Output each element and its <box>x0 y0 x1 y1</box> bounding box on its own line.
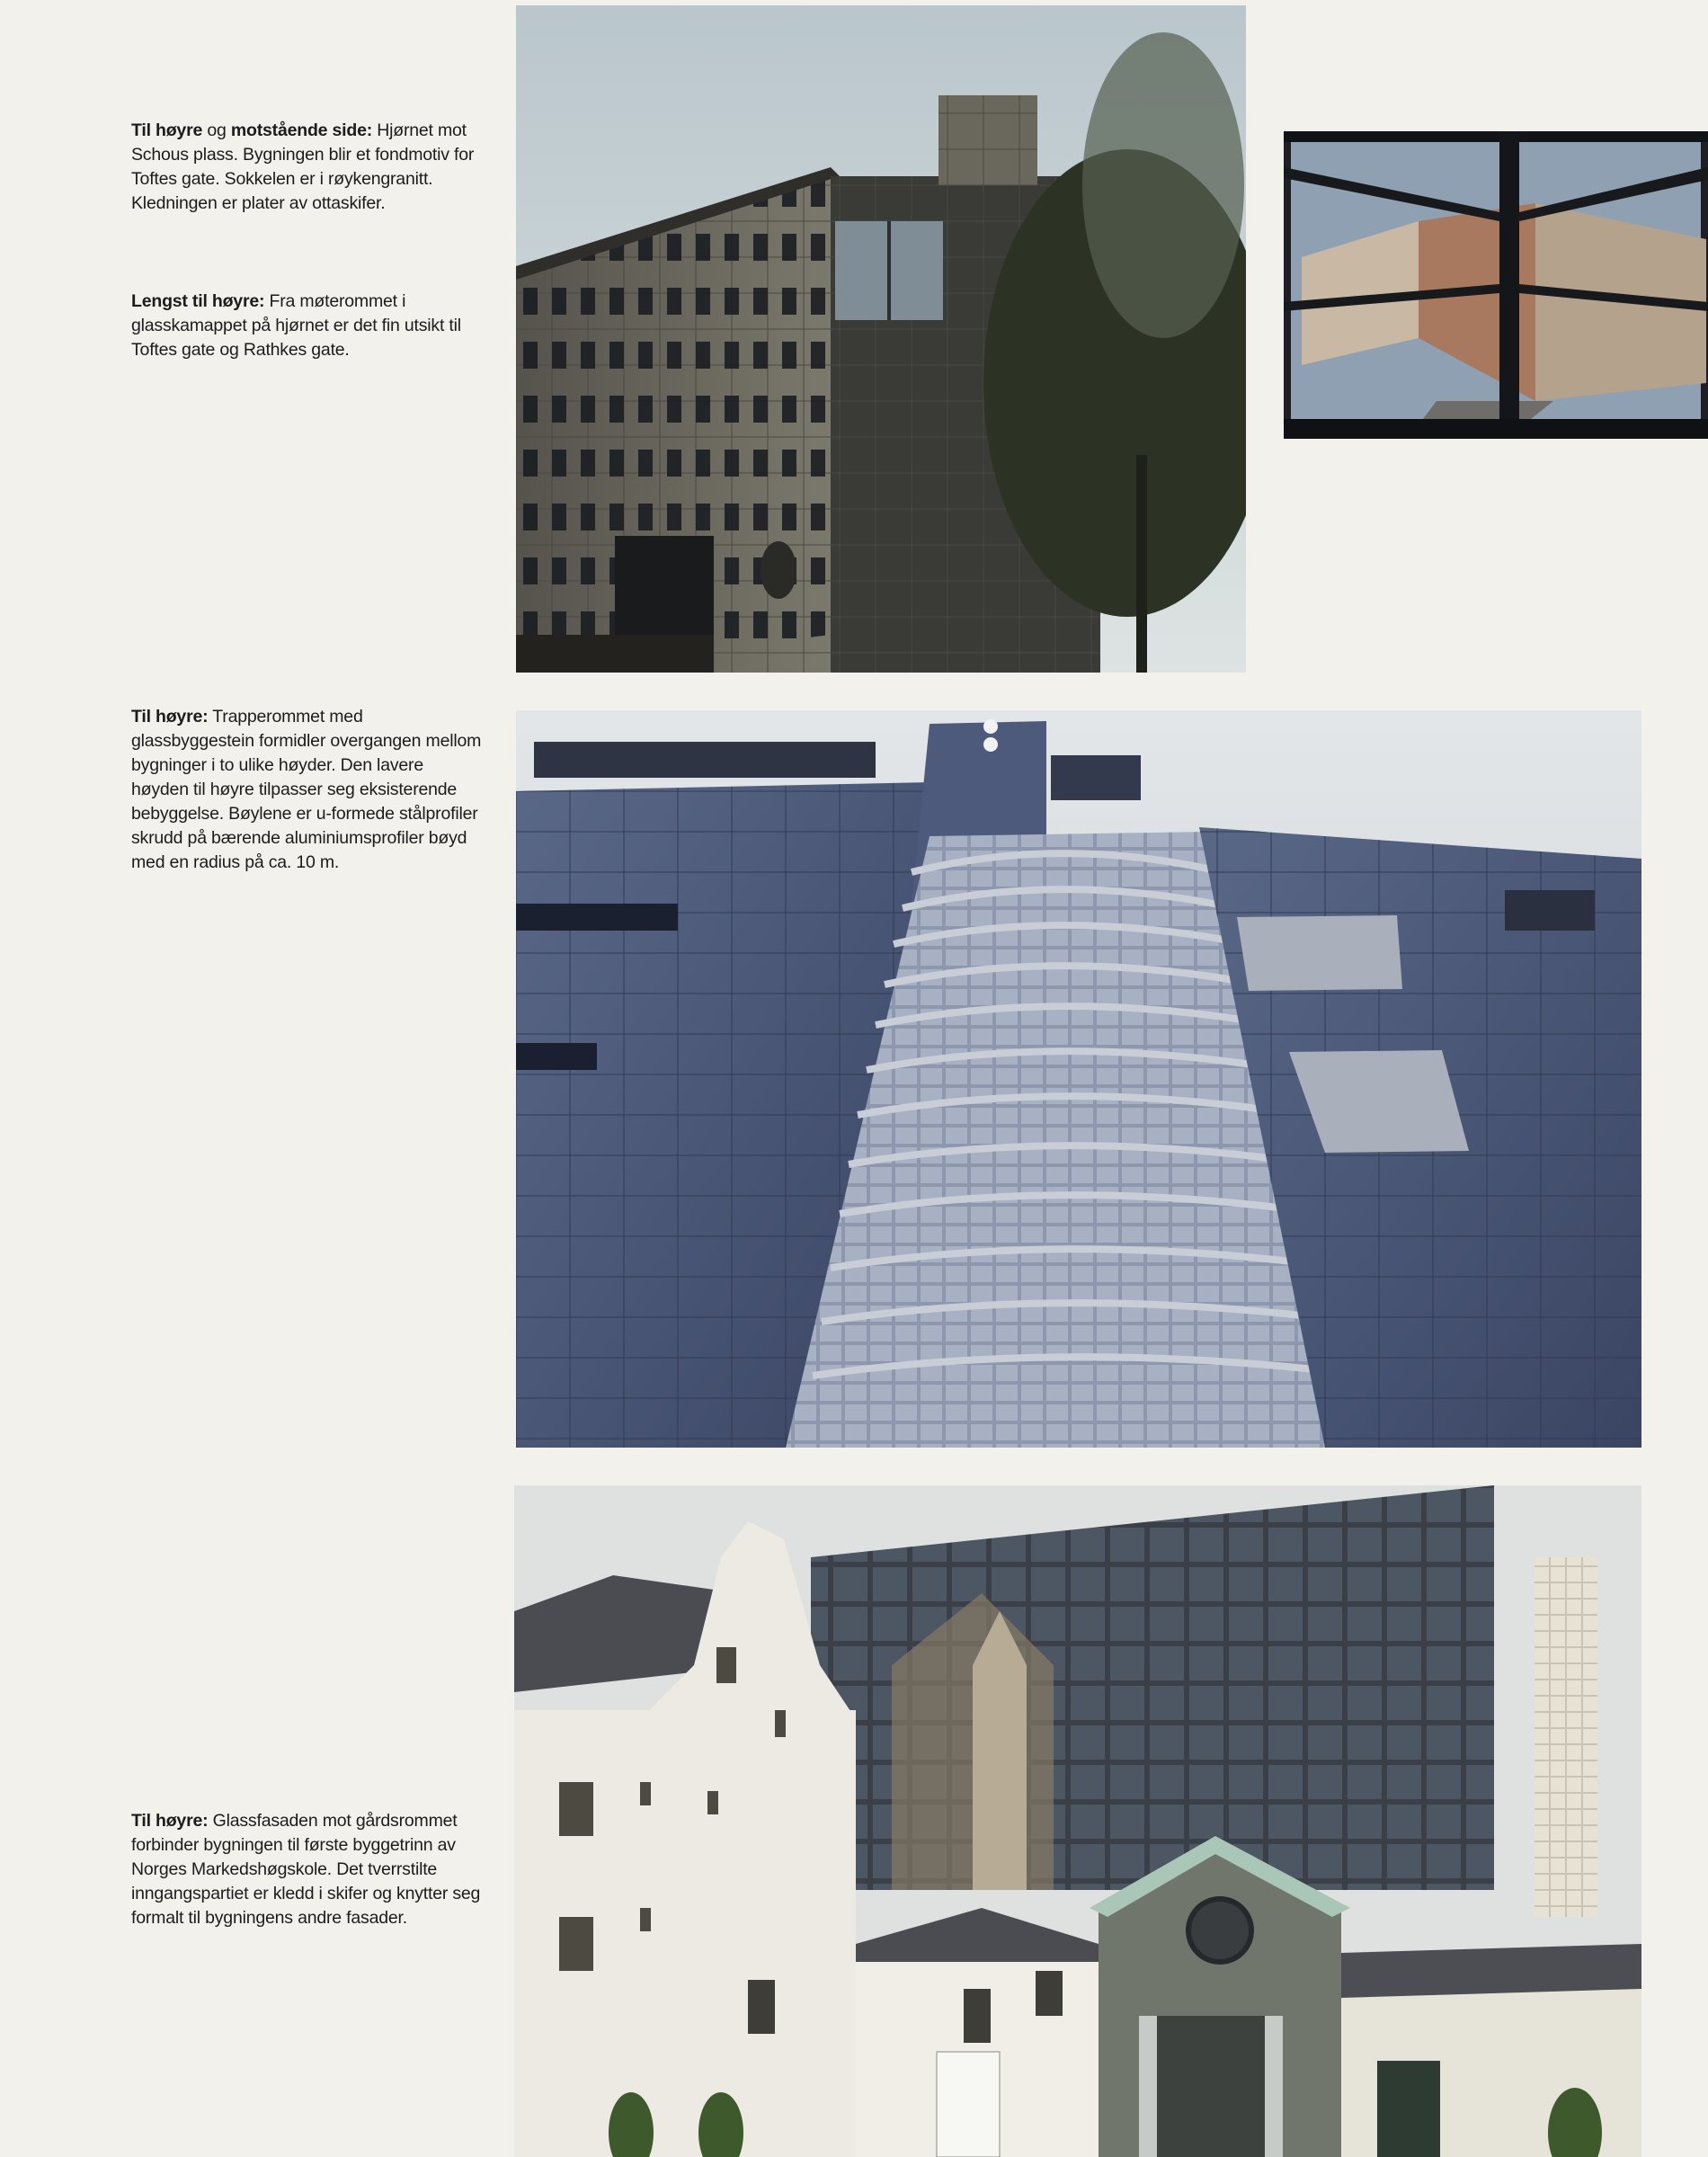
photo-stairwell <box>516 710 1641 1448</box>
caption-body: Glassfasaden mot gårdsrommet forbinder bygningen til første byggetrinn av Norges Markedshøgskole. Det tverrstilte inngangspartiet er kledd i skifer og knytter seg formalt til bygningens andre fasader. <box>131 1811 481 1928</box>
caption-lead: Til høyre: <box>131 707 209 726</box>
photo-corner-building <box>516 5 1246 673</box>
caption-body: Fra møterommet i glasskamappet på hjørnet er det fin utsikt til Toftes gate og Rathkes gate. <box>131 291 461 360</box>
caption-glass-facade <box>131 1809 482 1930</box>
caption-lead: Til høyre: <box>131 1811 209 1831</box>
caption-body: Trapperommet med glassbyggestein formidler overgangen mellom bygninger i to ulike høyder. Den lavere høyden til høyre tilpasser seg eksisterende bebyggelse. Bøylene er u-formede stålprofiler skrudd på bærende aluminiumsprofiler bøyd med en radius på ca. 10 m. <box>131 707 482 872</box>
caption-lead: motstående side: <box>230 120 373 140</box>
photo-meeting-room-view <box>1284 131 1708 439</box>
caption-body: Hjørnet mot Schous plass. Bygningen blir et fondmotiv for Toftes gate. Sokkelen er i røykengranitt. Kledningen er plater av ottaskifer. <box>131 120 475 213</box>
caption-connector: og <box>202 120 231 140</box>
caption-stairwell <box>131 705 482 875</box>
caption-corner-building <box>131 119 482 216</box>
caption-lead: Lengst til høyre: <box>131 291 265 311</box>
photo-glass-facade <box>514 1485 1641 2157</box>
caption-lead: Til høyre <box>131 120 203 140</box>
caption-meeting-room-view <box>131 290 482 362</box>
